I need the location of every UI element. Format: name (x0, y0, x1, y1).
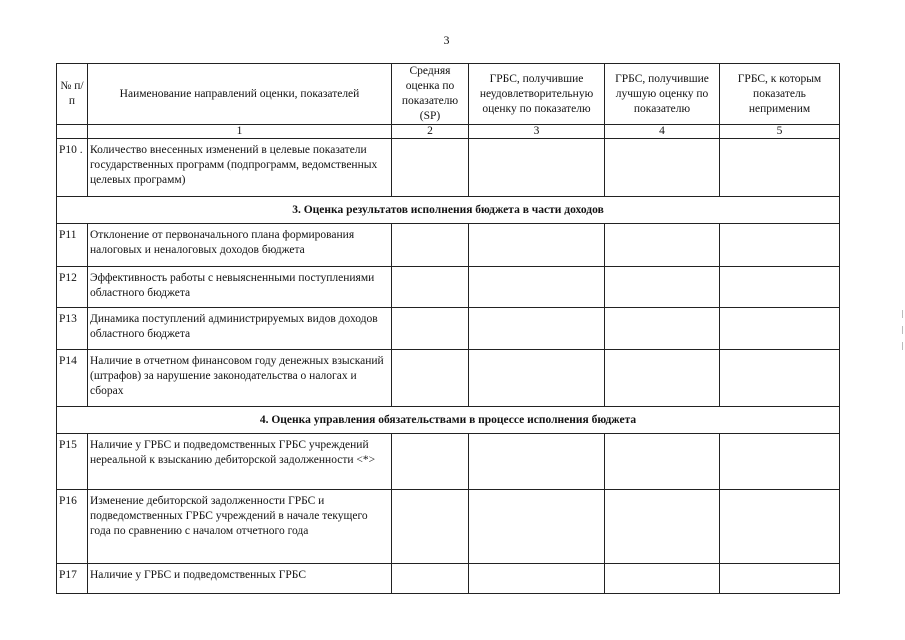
table-row-p10 (57, 139, 840, 197)
page-number: 3 (443, 33, 450, 47)
row-number: P15 (57, 434, 88, 490)
cell-empty (392, 564, 469, 594)
row-number: P16 (57, 490, 88, 564)
cell-empty (720, 267, 840, 308)
scan-mark (902, 326, 903, 334)
row-name: Наличие у ГРБС и подведомственных ГРБС (88, 564, 392, 594)
cell-empty (469, 434, 605, 490)
row-name: Динамика поступлений администрируемых видов доходов областного бюджета (88, 308, 392, 350)
table-row-p13 (57, 308, 840, 350)
cell-empty (720, 564, 840, 594)
cell-empty (605, 350, 720, 407)
cell-empty (392, 267, 469, 308)
section-4-heading: 4. Оценка управления обязательствами в процессе исполнения бюджета (57, 407, 840, 434)
cell-empty (605, 308, 720, 350)
cell-empty (605, 434, 720, 490)
column-number: 5 (720, 125, 840, 139)
table-row-p11 (57, 224, 840, 267)
cell-empty (469, 350, 605, 407)
header-row (57, 64, 840, 125)
row-name: Наличие в отчетном финансовом году денежных взысканий (штрафов) за нарушение законодательства о налогах и сборах (88, 350, 392, 407)
cell-empty (720, 350, 840, 407)
header-not-applicable: ГРБС, к которым показатель неприменим (720, 64, 840, 125)
cell-empty (720, 490, 840, 564)
cell-empty (469, 564, 605, 594)
column-number: 3 (469, 125, 605, 139)
cell-empty (392, 224, 469, 267)
cell-empty (720, 434, 840, 490)
row-name: Наличие у ГРБС и подведомственных ГРБС учреждений нереальной к взысканию дебиторской задолженности <*> (88, 434, 392, 490)
cell-empty (469, 490, 605, 564)
section-heading-row (57, 407, 840, 434)
cell-empty (469, 224, 605, 267)
section-3-heading: 3. Оценка результатов исполнения бюджета в части доходов (57, 197, 840, 224)
header-num: № п/п (57, 64, 88, 125)
cell-empty (720, 308, 840, 350)
row-number: P12 (57, 267, 88, 308)
scan-mark (902, 342, 903, 350)
table-row-p17 (57, 564, 840, 594)
cell-empty (392, 350, 469, 407)
column-number: 4 (605, 125, 720, 139)
cell-empty (469, 267, 605, 308)
scan-edge-marks (899, 310, 905, 358)
table-row-p15 (57, 434, 840, 490)
header-best: ГРБС, получившие лучшую оценку по показателю (605, 64, 720, 125)
cell-empty (605, 564, 720, 594)
cell-empty (605, 490, 720, 564)
cell-empty (392, 308, 469, 350)
row-number: P11 (57, 224, 88, 267)
header-avg-score: Средняя оценка по показателю (SP) (392, 64, 469, 125)
cell-empty (720, 139, 840, 197)
section-heading-row (57, 197, 840, 224)
row-number: P13 (57, 308, 88, 350)
cell-empty (720, 224, 840, 267)
evaluation-table-container (56, 63, 840, 594)
cell-empty (469, 139, 605, 197)
table-row-p12 (57, 267, 840, 308)
row-number: P10 . (57, 139, 88, 197)
evaluation-table (56, 63, 840, 594)
column-number: 2 (392, 125, 469, 139)
row-name: Отклонение от первоначального плана формирования налоговых и неналоговых доходов бюджета (88, 224, 392, 267)
column-number-row (57, 125, 840, 139)
cell-empty (605, 267, 720, 308)
table-row-p14 (57, 350, 840, 407)
column-number: 1 (88, 125, 392, 139)
cell-empty (605, 224, 720, 267)
row-name: Изменение дебиторской задолженности ГРБС и подведомственных ГРБС учреждений в начале текущего года по сравнению с началом отчетного года (88, 490, 392, 564)
table-row-p16 (57, 490, 840, 564)
cell-empty (469, 308, 605, 350)
column-number (57, 125, 88, 139)
scan-mark (902, 310, 903, 318)
row-number: P14 (57, 350, 88, 407)
row-name: Количество внесенных изменений в целевые показатели государственных программ (подпрограмм, ведомственных целевых программ) (88, 139, 392, 197)
header-name: Наименование направлений оценки, показателей (88, 64, 392, 125)
header-unsatisfactory: ГРБС, получившие неудовлетворительную оценку по показателю (469, 64, 605, 125)
cell-empty (392, 490, 469, 564)
cell-empty (392, 434, 469, 490)
row-number: P17 (57, 564, 88, 594)
row-name: Эффективность работы с невыясненными поступлениями областного бюджета (88, 267, 392, 308)
cell-empty (605, 139, 720, 197)
cell-empty (392, 139, 469, 197)
